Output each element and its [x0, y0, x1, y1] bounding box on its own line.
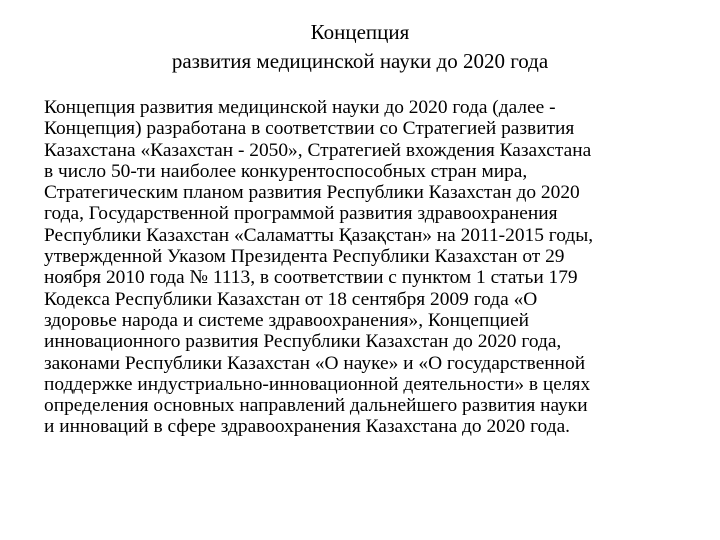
body-line: утвержденной Указом Президента Республики Казахстан от 29 — [44, 246, 565, 268]
body-line: законами Республики Казахстан «О науке» и «О государственной — [44, 352, 586, 374]
body-line: и инноваций в сфере здравоохранения Казахстана до 2020 года. — [44, 416, 571, 438]
body-line: поддержке индустриально-инновационной деятельности» в целях — [44, 373, 591, 395]
body-line: инновационного развития Республики Казахстан до 2020 года, — [44, 331, 562, 353]
body-line: ноября 2010 года № 1113, в соответствии с пунктом 1 статьи 179 — [44, 267, 578, 289]
body-line: года, Государственной программой развития здравоохранения — [44, 203, 558, 225]
body-line: Республики Казахстан «Саламатты Қазақстан» на 2011-2015 годы, — [44, 224, 594, 246]
slide-body-text — [44, 97, 684, 438]
body-line: определения основных направлений дальнейшего развития науки — [44, 395, 588, 417]
body-line: Казахстана «Казахстан - 2050», Стратегией вхождения Казахстана — [44, 139, 592, 161]
body-line: здоровье народа и системе здравоохранения», Концепцией — [44, 309, 530, 331]
title-line: развития медицинской науки до 2020 года — [171, 49, 549, 73]
body-line: Концепция) разработана в соответствии со Стратегией развития — [44, 118, 575, 140]
body-line: Концепция развития медицинской науки до 2020 года (далее - — [44, 97, 556, 118]
body-line: Кодекса Республики Казахстан от 18 сентября 2009 года «О — [44, 288, 538, 310]
slide-title — [60, 18, 660, 76]
title-line: Концепция — [310, 20, 410, 44]
body-line: Стратегическим планом развития Республики Казахстан до 2020 — [44, 182, 580, 204]
body-line: в число 50-ти наиболее конкурентоспособных стран мира, — [44, 160, 528, 182]
